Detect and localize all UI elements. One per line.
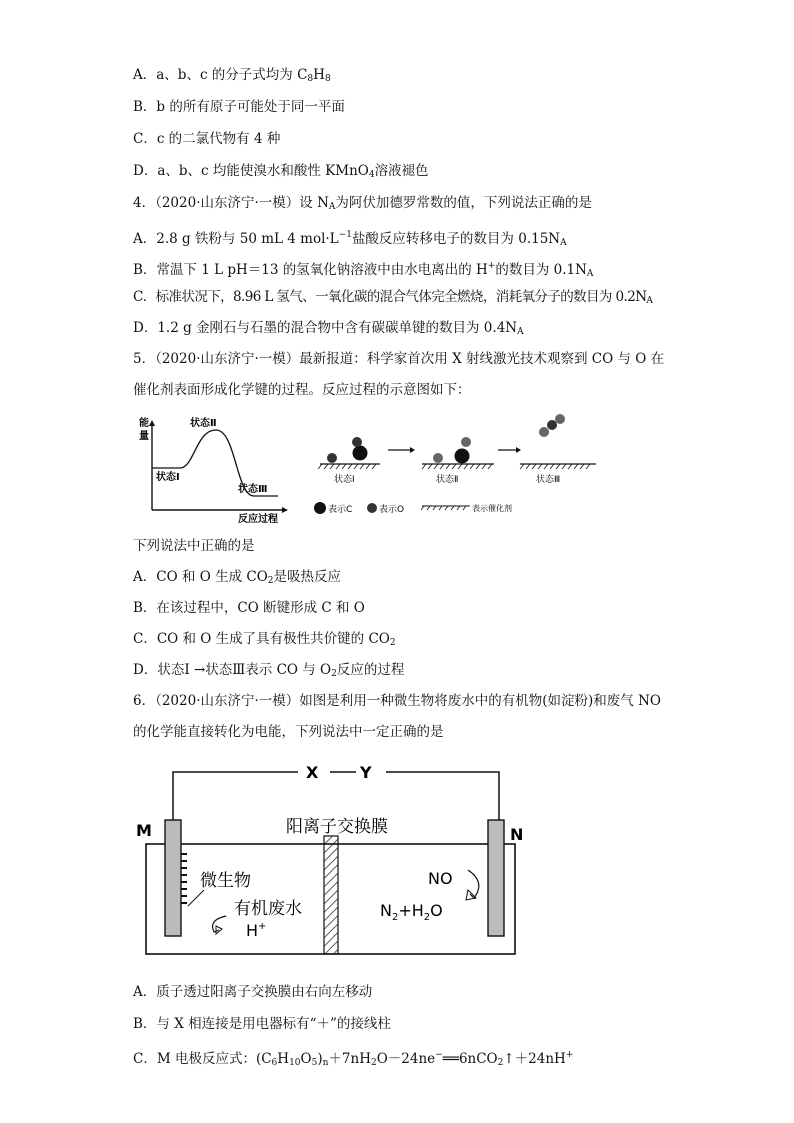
energy-x-label: 反应过程 (238, 514, 278, 525)
q5-stem-line2: 催化剂表面形成化学键的过程。反应过程的示意图如下： (133, 382, 471, 398)
no-label: NO (428, 869, 453, 888)
q4-option-c: C．标准状况下，8.96 L 氢气、一氧化碳的混合气体完全燃烧，消耗氧分子的数目为 $0.2N_A$ (133, 289, 653, 306)
q5-option-d: D．状态Ⅰ →状态Ⅲ表示 CO 与 $O_2$反应的过程 (133, 662, 405, 679)
organic-waste-label: 有机废水 (234, 899, 302, 919)
q5-option-b: B．在该过程中，CO 断键形成 C 和 O (133, 600, 365, 616)
q6-stem-line1: 6．（2020·山东济宁·一模）如图是利用一种微生物将废水中的有机物(如淀粉)和废气 NO (133, 693, 661, 709)
cation-exchange-membrane (324, 836, 338, 954)
q5-option-a: A．CO 和 O 生成 $CO_2$是吸热反应 (133, 569, 342, 586)
process-diagram (310, 420, 610, 520)
n2-h2o-label: $N_2+H_2O$ (380, 901, 443, 923)
q6-option-a: A．质子透过阳离子交换膜由右向左移动 (133, 984, 373, 1000)
terminal-y: Y (360, 763, 372, 782)
atom-c (455, 449, 470, 464)
q5-stem-line1: 5．（2020·山东济宁·一模）最新报道：科学家首次用 X 射线激光技术观察到 CO 与 O 在 (133, 351, 665, 367)
label-n: N (510, 825, 524, 844)
legend-o: 表示O (379, 505, 405, 515)
atom-o (352, 437, 362, 447)
q3-option-d: D．a、b、c 均能使溴水和酸性 KMnO$_4$溶液褪色 (133, 163, 429, 180)
energy-diagram (138, 412, 288, 524)
curve-arrow-icon (468, 870, 479, 898)
curve-arrow-icon (213, 916, 227, 932)
q5-ask: 下列说法中正确的是 (133, 538, 255, 554)
q3-option-c: C．c 的二氯代物有 4 种 (133, 131, 281, 147)
atom-o (433, 453, 443, 463)
legend-catalyst: 表示催化剂 (472, 504, 512, 513)
electrode-m (165, 820, 181, 936)
q4-option-a: A．2.8 g 铁粉与 50 mL 4 $mol\cdot L^{-1}$盐酸反应转移电子的数目为 $0.15N_A$ (133, 230, 567, 248)
atom-o (461, 437, 471, 447)
h-ion-label: H+ (246, 921, 267, 940)
microbe-label: 微生物 (200, 871, 251, 891)
membrane-label: 阳离子交换膜 (286, 817, 388, 837)
label-m: M (136, 821, 152, 840)
q4-stem: 4．（2020·山东济宁·一模）设 $N_A$为阿伏加德罗常数的值，下列说法正确的是 (133, 195, 592, 212)
q4-option-b: B．常温下 1 L pH＝13 的氢氧化钠溶液中由水电离出的 H+的数目为 $0.1N_A$ (133, 261, 594, 279)
q3-option-a: A．a、b、c 的分子式均为 $C_8H_8$ (133, 67, 331, 84)
atom-c (353, 446, 368, 461)
terminal-x: X (306, 763, 319, 782)
energy-y-label-1: 能 (139, 418, 149, 429)
legend-c-marker (314, 502, 326, 514)
atom-c (547, 420, 557, 430)
energy-state-3: 状态Ⅲ (238, 484, 268, 495)
q5-option-c: C．CO 和 O 生成了具有极性共价键的 $CO_2$ (133, 631, 396, 648)
process-state-1: 状态Ⅰ (334, 475, 355, 485)
q6-option-b: B．与 X 相连接是用电器标有“＋”的接线柱 (133, 1016, 391, 1032)
q6-stem-line2: 的化学能直接转化为电能，下列说法中一定正确的是 (133, 724, 444, 740)
q3-option-b: B．b 的所有原子可能处于同一平面 (133, 99, 345, 115)
q4-option-d: D．1.2 g 金刚石与石墨的混合物中含有碳碳单键的数目为 $0.4N_A$ (133, 320, 524, 337)
q6-option-c: C．M 电极反应式：$(C_6H_{10}O_5)_n+7nH_2O-24ne^-══6nCO_2↑+24nH^+$ (133, 1050, 574, 1068)
electrode-n (488, 820, 504, 936)
energy-state-1: 状态Ⅰ (156, 472, 180, 483)
atom-o (327, 453, 337, 463)
atom-o (555, 414, 565, 424)
process-state-2: 状态Ⅱ (436, 475, 459, 485)
cell-diagram (130, 758, 522, 962)
legend-o-marker (367, 503, 377, 513)
energy-y-label-2: 量 (139, 431, 149, 442)
atom-o (539, 427, 549, 437)
energy-state-2: 状态Ⅱ (190, 418, 217, 429)
legend-c: 表示C (328, 505, 353, 515)
process-state-3: 状态Ⅲ (536, 475, 561, 485)
